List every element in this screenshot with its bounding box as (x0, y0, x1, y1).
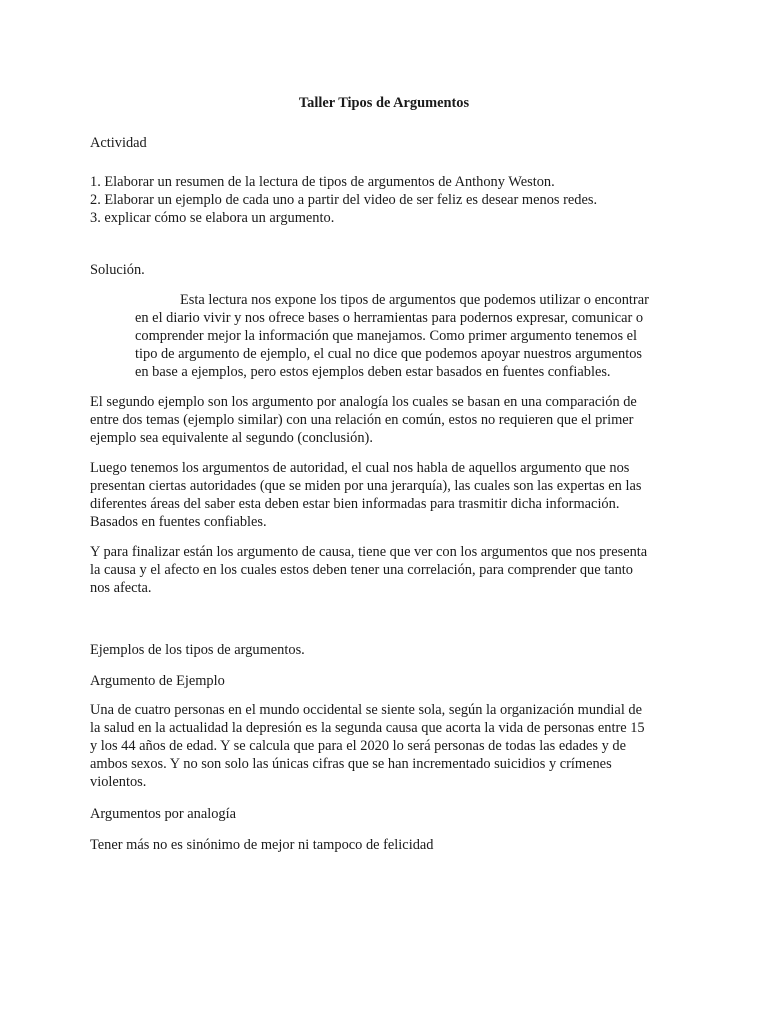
paragraph-line: tipo de argumento de ejemplo, el cual no dice que podemos apoyar nuestros argumentos (135, 346, 643, 362)
paragraph-line: Una de cuatro personas en el mundo occidental se siente sola, según la organización mundial de (90, 702, 642, 718)
paragraph-line: violentos. (90, 774, 147, 790)
analogia-paragraph (90, 393, 680, 447)
paragraph-line: Luego tenemos los argumentos de autoridad, el cual nos habla de aquellos argumento que nos (90, 460, 630, 476)
solucion-heading: Solución. (90, 262, 145, 278)
paragraph-line: ambos sexos. Y no son solo las únicas cifras que se han incrementado suicidios y crímenes (90, 756, 612, 772)
autoridad-paragraph (90, 459, 680, 531)
activity-item: 2. Elaborar un ejemplo de cada uno a partir del video de ser feliz es desear menos redes. (90, 192, 598, 208)
paragraph-line: en el diario vivir y nos ofrece bases o herramientas para podernos expresar, comunicar o (135, 310, 644, 326)
paragraph-line: presentan ciertas autoridades (que se miden por una jerarquía), las cuales son las expertas en las (90, 478, 642, 494)
document-title: Taller Tipos de Argumentos (298, 95, 470, 111)
actividad-heading: Actividad (90, 135, 147, 151)
paragraph-line: comprender mejor la información que manejamos. Como primer argumento tenemos el (135, 328, 638, 344)
analogia-subheading: Argumentos por analogía (90, 806, 237, 822)
paragraph-line: Esta lectura nos expone los tipos de argumentos que podemos utilizar o encontrar (180, 292, 649, 308)
ejemplo-paragraph (90, 701, 680, 791)
paragraph-line: Y para finalizar están los argumento de causa, tiene que ver con los argumentos que nos presenta (90, 544, 648, 560)
paragraph-line: la causa y el afecto en los cuales estos deben tener una correlación, para comprender que tanto (90, 562, 633, 578)
ejemplo-subheading: Argumento de Ejemplo (90, 673, 225, 689)
paragraph-line: en base a ejemplos, pero estos ejemplos deben estar basados en fuentes confiables. (135, 364, 611, 380)
paragraph-line: nos afecta. (90, 580, 152, 596)
causa-paragraph (90, 543, 680, 597)
activity-list (90, 173, 680, 227)
activity-item: 1. Elaborar un resumen de la lectura de tipos de argumentos de Anthony Weston. (90, 174, 555, 190)
paragraph-line: entre dos temas (ejemplo similar) con una relación en común, estos no requieren que el primer (90, 412, 634, 428)
ejemplos-heading: Ejemplos de los tipos de argumentos. (90, 642, 305, 658)
activity-item: 3. explicar cómo se elabora un argumento. (90, 210, 335, 226)
analogia-example-text: Tener más no es sinónimo de mejor ni tampoco de felicidad (90, 837, 434, 853)
intro-paragraph (135, 291, 680, 381)
paragraph-line: y los 44 años de edad. Y se calcula que para el 2020 lo será personas de todas las edades y de (90, 738, 627, 754)
paragraph-line: la salud en la actualidad la depresión es la segunda causa que acorta la vida de personas entre 15 (90, 720, 645, 736)
paragraph-line: ejemplo sea equivalente al segundo (conclusión). (90, 430, 373, 446)
paragraph-line: Basados en fuentes confiables. (90, 514, 267, 530)
paragraph-line: El segundo ejemplo son los argumento por analogía los cuales se basan en una comparación de (90, 394, 637, 410)
paragraph-line: diferentes áreas del saber esta deben estar bien informadas para trasmitir dicha información. (90, 496, 620, 512)
